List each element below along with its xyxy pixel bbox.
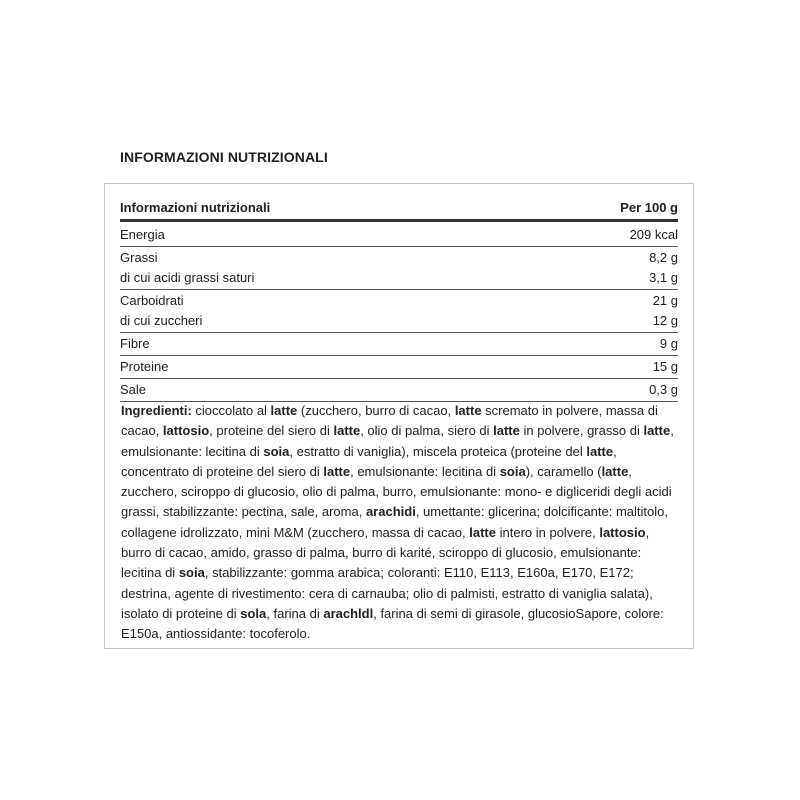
ingredient-text: , umettante: glicerina; dolcificante: maltitolo, collagene idrolizzato, mini M&M (zucchero, massa di cacao,: [121, 504, 668, 540]
table-row: [120, 248, 678, 268]
ingredient-text: , emulsionante: lecitina di: [350, 463, 500, 479]
ingredient-text: , stabilizzante: gomma arabica; coloranti: E110, E113, E160a, E170, E172; destrina, agente di rivestimento: cera di carnauba; olio di palmisti, estratto di vaniglia salata), isolato di proteine di: [121, 565, 653, 621]
table-row: [120, 380, 678, 400]
nutrient-value: 15 g: [652, 359, 678, 374]
ingredients-label: Ingredienti:: [121, 403, 192, 418]
allergen-text: latte: [323, 463, 351, 479]
nutrient-value: 209 kcal: [629, 227, 678, 242]
allergen-text: latte: [601, 463, 629, 479]
ingredients-text: [121, 401, 681, 645]
nutrient-value: 3,1 g: [649, 270, 678, 285]
allergen-text: arachldl: [323, 605, 374, 621]
ingredient-text: ), caramello (: [525, 463, 602, 479]
ingredient-text: , farina di semi di girasole, glucosioSapore, colore: E150a, antiossidante: tocoferolo.: [121, 605, 664, 642]
ingredient-text: , zucchero, sciroppo di glucosio, olio di palma, burro, emulsionante: mono- e digliceridi degli acidi grassi, stabilizzante: pectina, sale, aroma,: [121, 463, 672, 520]
nutrient-group: [120, 290, 678, 333]
allergen-text: latte: [586, 443, 614, 459]
header-value: Per 100 g: [620, 200, 678, 215]
table-header: [120, 197, 678, 222]
table-row: [120, 311, 678, 331]
ingredient-text: , estratto di vaniglia), miscela proteica (proteine del: [289, 443, 587, 459]
nutrient-group: [120, 247, 678, 290]
nutrient-group: [120, 222, 678, 247]
nutrient-rows: [120, 222, 678, 402]
allergen-text: soia: [499, 463, 526, 479]
allergen-text: latte: [493, 423, 520, 439]
ingredient-text: (zucchero, burro di cacao,: [297, 403, 455, 418]
header-label: Informazioni nutrizionali: [120, 200, 271, 215]
nutrient-value: 12 g: [652, 313, 678, 328]
allergen-text: soia: [263, 443, 290, 459]
allergen-text: soia: [178, 565, 205, 581]
table-row: [120, 291, 678, 311]
ingredient-text: , emulsionante: lecitina di: [121, 423, 674, 459]
ingredients-body: [121, 403, 674, 641]
ingredient-text: intero in polvere,: [496, 524, 600, 540]
nutrient-label: Proteine: [120, 359, 169, 374]
ingredient-text: , proteine del siero di: [209, 423, 334, 439]
nutrient-value: 0,3 g: [649, 382, 678, 397]
nutrient-label: di cui zuccheri: [120, 313, 203, 328]
nutrient-group: [120, 333, 678, 356]
ingredient-text: cioccolato al: [191, 403, 271, 418]
ingredient-text: , olio di palma, siero di: [360, 423, 494, 439]
allergen-text: latte: [454, 403, 482, 418]
nutrient-value: 21 g: [652, 293, 678, 308]
allergen-text: lattosio: [162, 423, 210, 439]
nutrient-label: di cui acidi grassi saturi: [120, 270, 255, 285]
nutrient-group: [120, 356, 678, 379]
allergen-text: sola: [240, 605, 267, 621]
nutrient-value: 8,2 g: [649, 250, 678, 265]
nutrient-label: Energia: [120, 227, 165, 242]
table-row: [120, 334, 678, 354]
allergen-text: lattosio: [599, 524, 646, 540]
ingredient-text: scremato in polvere, massa di cacao,: [121, 403, 658, 439]
allergen-text: latte: [333, 423, 361, 439]
nutrition-panel: [104, 183, 694, 649]
nutrient-value: 9 g: [659, 336, 678, 351]
table-row: [120, 225, 678, 245]
nutrition-table: [120, 197, 678, 402]
table-row: [120, 268, 678, 288]
table-row: [120, 357, 678, 377]
ingredient-text: , concentrato di proteine del siero di: [121, 443, 617, 479]
nutrient-label: Fibre: [120, 336, 150, 351]
nutrient-label: Grassi: [120, 250, 158, 265]
allergen-text: latte: [270, 403, 298, 418]
ingredient-text: , farina di: [266, 605, 324, 621]
page-title: INFORMAZIONI NUTRIZIONALI: [120, 149, 328, 165]
nutrient-group: [120, 379, 678, 402]
ingredient-text: , burro di cacao, amido, grasso di palma, burro di karité, sciroppo di glucosio, emulsionante: lecitina di: [121, 524, 650, 581]
nutrient-label: Sale: [120, 382, 147, 397]
ingredient-text: in polvere, grasso di: [519, 423, 644, 439]
allergen-text: arachidi: [365, 504, 416, 520]
nutrient-label: Carboidrati: [120, 293, 184, 308]
allergen-text: latte: [469, 524, 496, 540]
allergen-text: latte: [643, 423, 671, 439]
